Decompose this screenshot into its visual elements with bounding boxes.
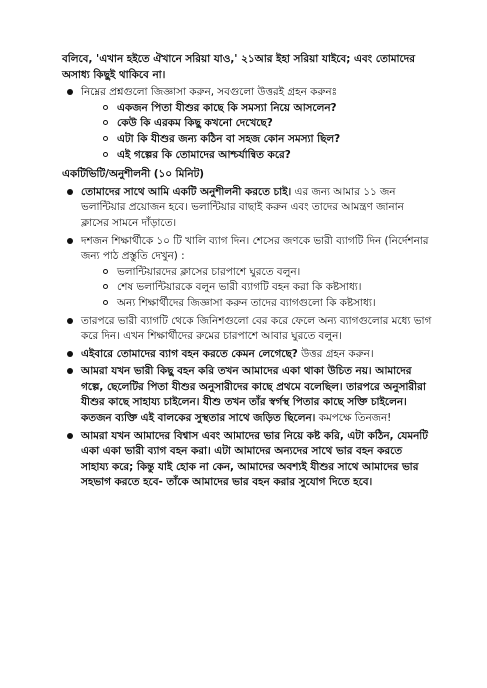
circle-bullet-icon: [103, 105, 108, 110]
list-item-questions: [62, 85, 432, 163]
questions-list: [62, 85, 432, 163]
list-item: তোমাদের সাথে আমি একটি অনুশীলনী করতে চাই। এর জন্য আমার ১১ জন ভলান্টিয়ার প্রয়োজন হবে। ভলান্টিয়ার বাছাই করুন এবং তাদের আমন্ত্রণ জানান ক্লাসের সামনে দাঁড়াতে।: [62, 185, 432, 232]
list-item: তারপরে ভারী ব্যাগটি থেকে জিনিশগুলো বের করে ফেলে অন্য ব্যাগগুলোর মধ্যে ভাগ করে দিন। এখন শিক্ষার্থীদের রুমের চারপাশে আবার ঘুরতে বলুন।: [62, 314, 432, 345]
bullet-icon: [67, 351, 73, 357]
circle-bullet-icon: [103, 269, 108, 274]
bullet-icon: [67, 89, 73, 95]
activity-list: [62, 185, 432, 491]
circle-bullet-icon: [103, 120, 108, 125]
bullet-icon: [67, 238, 73, 244]
circle-bullet-icon: [103, 152, 108, 157]
instruction-item: অন্য শিক্ষার্থীদের জিজ্ঞাসা করুন তাদের ব্যাগগুলো কি কষ্টসাধ্য।: [81, 296, 432, 312]
questions-intro-text: নিম্নের প্রশ্নগুলো জিজ্ঞাসা করুন, সবগুলো উত্তরই গ্রহন করুনঃ: [81, 86, 338, 99]
circle-bullet-icon: [103, 136, 108, 141]
instruction-item: শেষ ভলান্টিয়ারকে বলুন ভারী ব্যাগটি বহন করা কি কষ্টসাধ্য।: [81, 280, 432, 296]
question-item: এটা কি যীশুর জন্য কঠিন বা সহজ কোন সমস্যা ছিল?: [81, 132, 432, 148]
bullet-icon: [67, 368, 73, 374]
question-sublist: [81, 101, 432, 163]
instruction-item: ভলান্টিয়ারদের ক্লাসের চারপাশে ঘুরতে বলুন।: [81, 265, 432, 281]
activity-heading: একটিভিটি/অনুশীলনী (১০ মিনিট): [62, 168, 204, 181]
list-item: দশজন শিক্ষার্থীকে ১০ টি খালি ব্যাগ দিন। শেসের জণকে ভারী ব্যাগটি দিন (নির্দেশনার জন্য পাঠ প্রস্তুতি দেখুন) : ভলান্টিয়ারদের ক্লাসের চারপাশে ঘুরতে বলুন। শেষ ভলান্টিয়ারকে বলুন ভারী ব্যাগটি বহন করা কি কষ্টসাধ্য। অন্য শিক্ষার্থীদের জিজ্ঞাসা করুন তাদের ব্যাগগুলো কি কষ্টসাধ্য।: [62, 234, 432, 312]
instruction-sublist: [81, 265, 432, 312]
question-item: কেউ কি এরকম কিছু কখনো দেখেছে?: [81, 116, 432, 132]
list-item: আমরা যখন ভারী কিছু বহন করি তখন আমাদের একা থাকা উচিত নয়। আমাদের গল্পে, ছেলেটির পিতা যীশুর অনুসারীদের কাছে প্রথমে বলেছিল। তারপরে অনুসারীরা যীশুর কাছে সাহায্য চাইলেন। যীশু তখন তাঁর স্বর্গস্থ পিতার কাছে সক্তি চাইলেন। কতজন ব্যক্তি এই বালকের সুস্থতার সাথে জড়িত ছিলেন। কমপক্ষে তিনজন!: [62, 364, 432, 426]
intro-paragraph: বলিবে, 'এখান হইতে ঐখানে সরিয়া যাও,' ২১আর ইহা সরিয়া যাইবে; এবং তোমাদের অসাধ্য কিছুই থাকিবে না।: [62, 53, 415, 81]
bullet-icon: [67, 189, 73, 195]
circle-bullet-icon: [103, 284, 108, 289]
list-item: এইবারে তোমাদের ব্যাগ বহন করতে কেমন লেগেছে? উত্তর গ্রহন করুন।: [62, 347, 432, 363]
list-item: আমরা যখন আমাদের বিশ্বাস এবং আমাদের ভার নিয়ে কষ্ট করি, এটা কঠিন, যেমনটি একা একা ভারী ব্যাগ বহন করা। এটা আমাদের অন্যদের সাথে ভার বহন করতে সাহায্য করে; কিন্তু যাই হোক না কেন, আমাদের অবশ্যই যীশুর সাথে আমাদের ভার সহভাগ করতে হবে- তাঁকে আমাদের ভার বহন করার সুযোগ দিতে হবে।: [62, 429, 432, 491]
circle-bullet-icon: [103, 300, 108, 305]
bullet-icon: [67, 318, 73, 324]
question-item: এই গল্পের কি তোমাদের আশ্চর্যান্বিত করে?: [81, 148, 432, 164]
question-item: একজন পিতা যীশুর কাছে কি সমস্যা নিয়ে আসলেন?: [81, 101, 432, 117]
lesson-content: [62, 52, 432, 491]
bullet-icon: [67, 433, 73, 439]
